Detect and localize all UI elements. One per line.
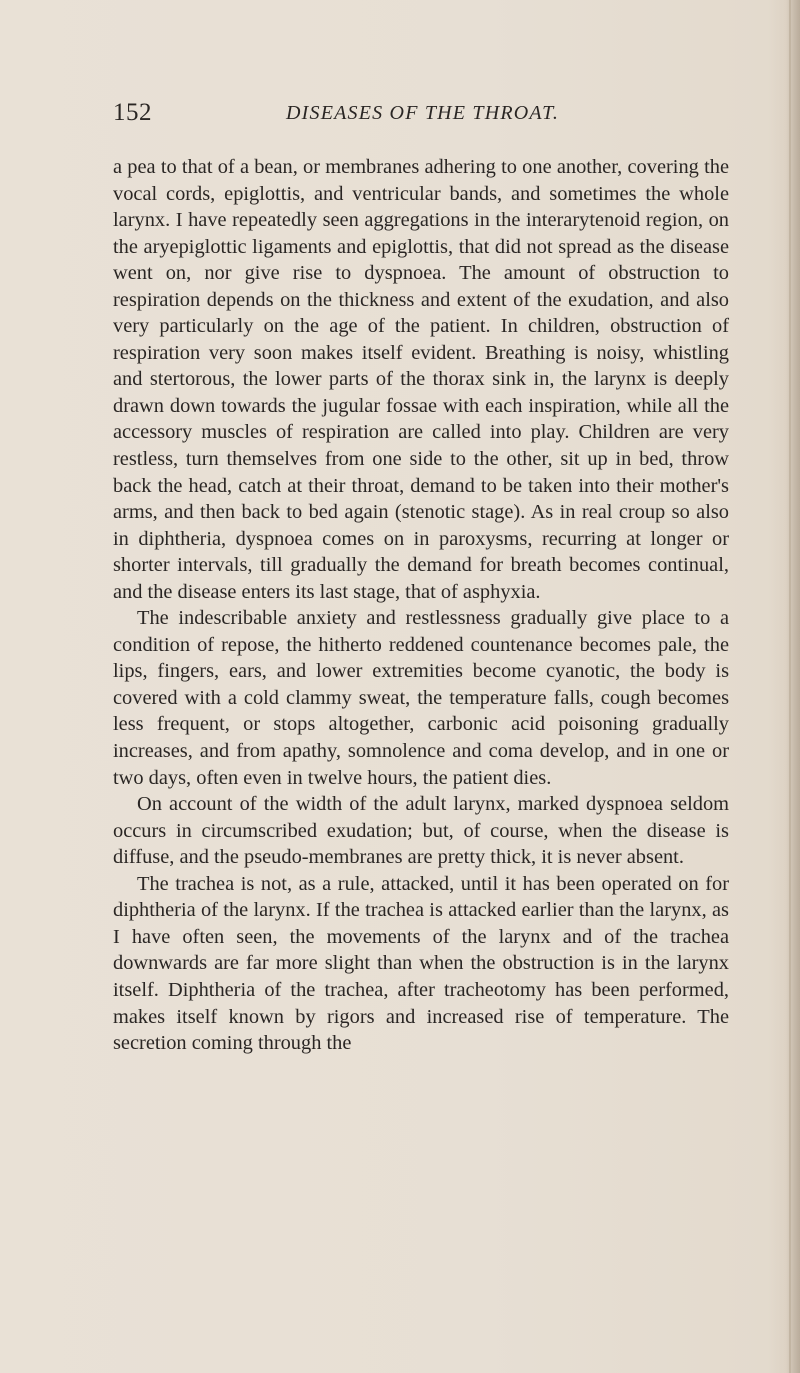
page-header [113, 99, 753, 139]
paragraph-continued: a pea to that of a bean, or membranes adhering to one another, covering the vocal cords, epiglottis, and ventricular bands, and sometimes the whole larynx. I have repeatedly seen aggregations in the interarytenoid region, on the aryepiglottic ligaments and epiglottis, that did not spread as the disease went on, nor give rise to dyspnoea. The amount of obstruction to respiration depends on the thickness and extent of the exudation, and also very particularly on the age of the patient. In children, obstruction of respiration very soon makes itself evident. Breathing is noisy, whistling and stertorous, the lower parts of the thorax sink in, the larynx is deeply drawn down towards the jugular fossae with each inspiration, while all the accessory muscles of respiration are called into play. Children are very restless, turn themselves from one side to the other, sit up in bed, throw back the head, catch at their throat, demand to be taken into their mother's arms, and then back to bed again (stenotic stage). As in real croup so also in diphtheria, dyspnoea comes on in paroxysms, recurring at longer or shorter intervals, till gradually the demand for breath becomes continual, and the disease enters its last stage, that of asphyxia. [113, 156, 729, 603]
paragraph: On account of the width of the adult larynx, marked dyspnoea seldom occurs in circumscribed exudation; but, of course, when the disease is diffuse, and the pseudo-membranes are pretty thick, it is never absent. [113, 793, 729, 869]
running-head: DISEASES OF THE THROAT. [286, 102, 560, 124]
body-text [113, 154, 729, 1057]
page-number: 152 [113, 99, 152, 126]
paragraph: The indescribable anxiety and restlessness gradually give place to a condition of repose, the hitherto reddened countenance becomes pale, the lips, fingers, ears, and lower extremities become cyanotic, the body is covered with a cold clammy sweat, the temperature falls, cough becomes less frequent, or stops altogether, carbonic acid poisoning gradually increases, and from apathy, somnolence and coma develop, and in one or two days, often even in twelve hours, the patient dies. [113, 607, 729, 789]
paragraph: The trachea is not, as a rule, attacked, until it has been operated on for diphtheria of the larynx. If the trachea is attacked earlier than the larynx, as I have often seen, the movements of the larynx and of the trachea downwards are far more slight than when the obstruction is in the larynx itself. Diphtheria of the trachea, after tracheotomy has been performed, makes itself known by rigors and increased rise of temperature. The secretion coming through the [113, 872, 729, 1055]
page-edge-line [789, 0, 791, 1373]
